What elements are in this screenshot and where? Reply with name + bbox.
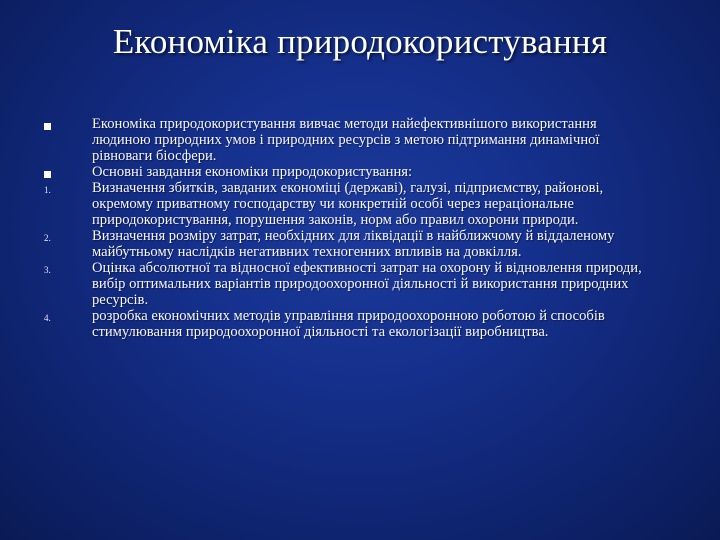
list-item-text: Економіка природокористування вивчає методи найефективнішого використання людиною природних умов і природних ресурсів з метою підтримання динамічної рівноваги біосфери.: [92, 116, 600, 164]
list-item-text: Основні завдання економіки природокористування:: [92, 164, 413, 180]
slide-title: Економіка природокористування: [112, 22, 608, 61]
number-marker-text: 4.: [44, 313, 51, 323]
bullet-marker: [44, 116, 68, 136]
list-item-text: Визначення збитків, завданих економіці (державі), галузі, підприємству, районові, окремому приватному господарству чи конкретній особі через нераціональне природокористування, порушення законів, норм або правил охорони природи.: [92, 180, 604, 228]
number-marker: [44, 308, 68, 328]
number-marker: [44, 180, 68, 200]
slide-content: [0, 116, 720, 340]
list-item: [0, 228, 720, 260]
list-item-text: Оцінка абсолютної та відносної ефективності затрат на охорону й відновлення природи, вибір оптимальних варіантів природоохоронної діяльності й використання природних ресурсів.: [92, 260, 642, 308]
list-item: [0, 116, 720, 164]
list-item-text: розробка економічних методів управління природоохоронною роботою й способів стимулювання природоохоронної діяльності та екологізації виробництва.: [92, 308, 605, 340]
list-item: [0, 308, 720, 340]
list-item: [0, 180, 720, 228]
list-item: [0, 164, 720, 180]
list-item: [0, 260, 720, 308]
square-bullet-icon: [44, 123, 51, 130]
square-bullet-icon: [44, 171, 51, 178]
list-item-text: Визначення розміру затрат, необхідних для ліквідації в найближчому й віддаленому майбутньому наслідків негативних техногенних впливів на довкілля.: [92, 228, 615, 260]
number-marker: [44, 228, 68, 248]
number-marker: [44, 260, 68, 280]
number-marker-text: 1.: [44, 185, 51, 195]
number-marker-text: 3.: [44, 265, 51, 275]
number-marker-text: 2.: [44, 233, 51, 243]
